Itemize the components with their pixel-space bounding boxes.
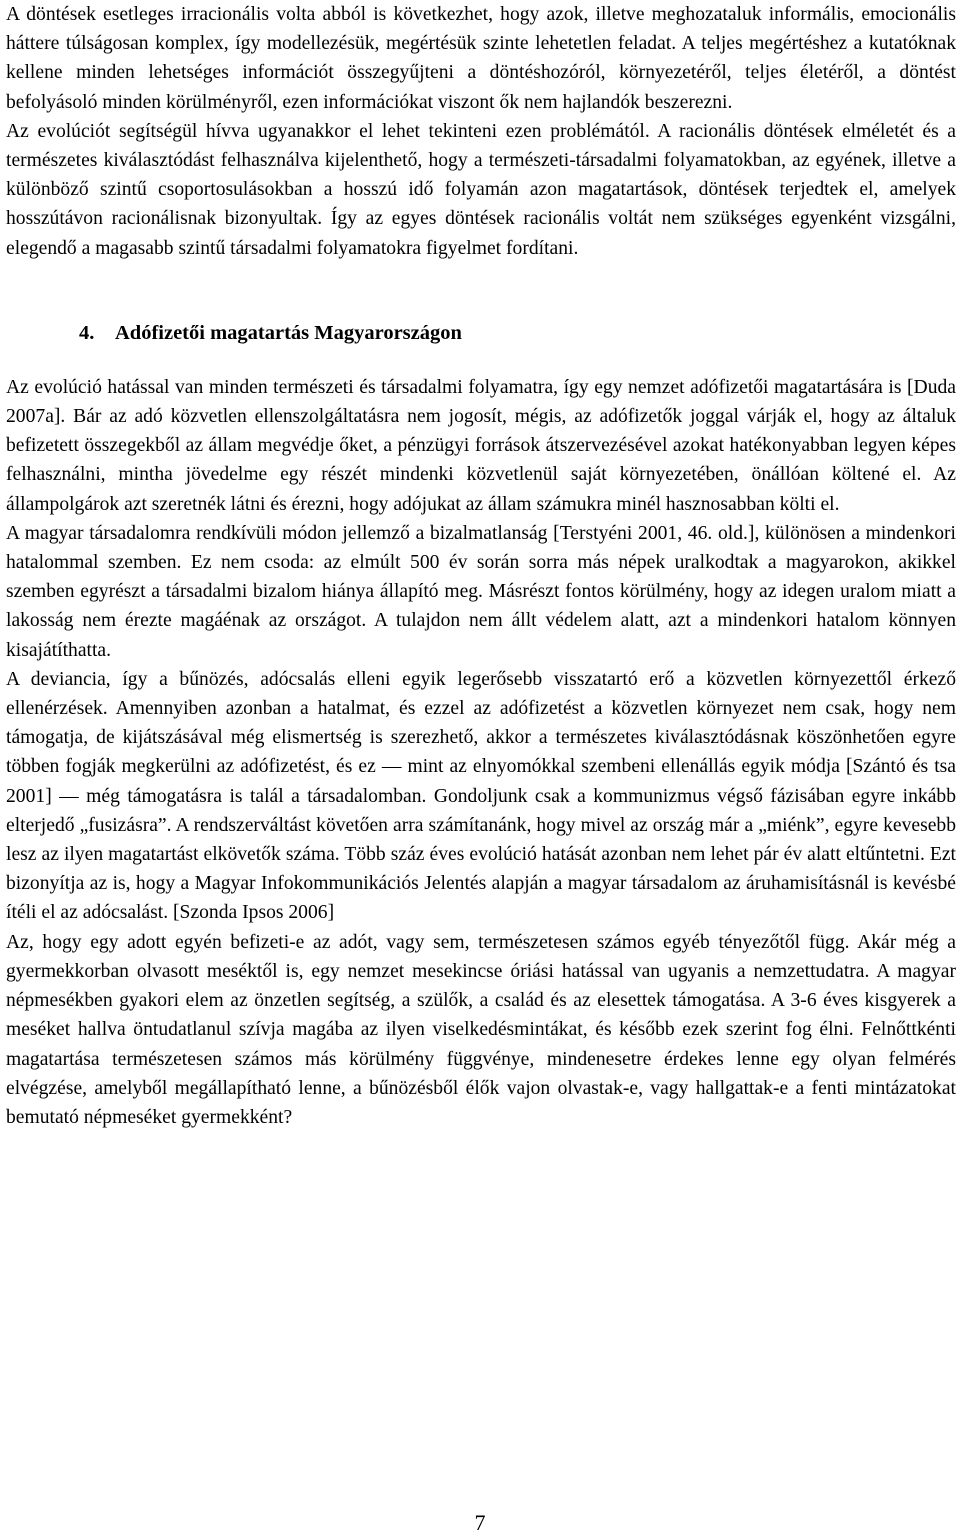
paragraph: A deviancia, így a bűnözés, adócsalás elleni egyik legerősebb visszatartó erő a közvetlen környezettől érkező ellenérzések. Amennyiben azonban a hatalmat, és ezzel az adófizetést a közvetlen környezet nem csak, hogy nem támogatja, de kijátszásával még elismertség is szerezhető, akkor a természetes kiválasztódásnak köszönhetően egyre többen fogják megkerülni az adófizetést, és ez — mint az elnyomókkal szembeni ellenállás egyik módja [Szántó és tsa 2001] — még támogatásra is talál a társadalomban. Gondoljunk csak a kommunizmus végső fázisában egyre inkább elterjedő „fusizásra”. A rendszerváltást követően arra számítanánk, hogy mivel az ország már a „miénk”, egyre kevesebb lesz az ilyen magatartást elkövetők száma. Több száz éves evolúció hatását azonban nem lehet pár év alatt eltűntetni. Ezt bizonyítja az is, hogy a Magyar Infokommunikációs Jelentés alapján a magyar társadalom az áruhamisításnál is kevésbé ítéli el az adócsalást. [Szonda Ipsos 2006]	[6, 668, 956, 924]
paragraph: Az, hogy egy adott egyén befizeti-e az adót, vagy sem, természetesen számos egyéb tényezőtől függ. Akár még a gyermekkorban olvasott meséktől is, egy nemzet mesekincse óriási hatással van ugyanis a nemzettudatra. A magyar népmesékben gyakori elem az önzetlen segítség, a szülők, a család és az elesettek támogatása. A 3-6 éves kisgyerek a meséket hallva öntudatlanul szívja magába az ilyen viselkedésmintákat, és később ezek szerint fog élni. Felnőttkénti magatartása természetesen számos más körülmény függvénye, mindenesetre érdekes lenne egy olyan felmérés elvégzése, amelyből megállapítható lenne, a bűnözésből élők vajon olvastak-e, vagy hallgattak-e a fenti mintázatokat bemutató népmeséket gyermekként?	[6, 931, 956, 1128]
paragraph: Az evolúciót segítségül hívva ugyanakkor el lehet tekinteni ezen problémától. A racionális döntések elméletét és a természetes kiválasztódást felhasználva kijelenthető, hogy a természeti-társadalmi folyamatokban, az egyének, illetve a különböző szintű csoportosulásokban a hosszú idő folyamán azon magatartások, döntések terjedtek el, amelyek hosszútávon racionálisnak bizonyultak. Így az egyes döntések racionális voltát nem szükséges egyenként vizsgálni, elegendő a magasabb szintű társadalmi folyamatokra figyelmet fordítani.	[6, 120, 956, 259]
document-page	[6, 0, 956, 1132]
section-heading	[6, 319, 956, 348]
paragraph: Az evolúció hatással van minden természeti és társadalmi folyamatra, így egy nemzet adófizetői magatartására is [Duda 2007a]. Bár az adó közvetlen ellenszolgáltatásra nem jogosít, mégis, az adófizetők joggal várják el, hogy az általuk befizetett összegekből az állam megvédje őket, a pénzügyi források átszervezésével azokat hatékonyabban legyen képes felhasználni, mintha jövedelme egy részét mindenki közvetlenül saját környezetében, önállóan költené el. Az állampolgárok azt szeretnék látni és érezni, hogy adójukat az állam számukra minél hasznosabban költi el.	[6, 376, 956, 515]
paragraph: A magyar társadalomra rendkívüli módon jellemző a bizalmatlanság [Terstyéni 2001, 46. old.], különösen a mindenkori hatalommal szemben. Ez nem csoda: az elmúlt 500 év során sorra más népek uralkodtak a magyarokon, akikkel szemben egyrészt a társadalmi bizalom hiánya állapító meg. Másrészt fontos körülmény, hogy az idegen uralom miatt a lakosság nem érezte magáénak az országot. A tulajdon nem állt védelem alatt, azt a mindenkori hatalom könnyen kisajátíthatta.	[6, 522, 956, 661]
section-title: Adófizetői magatartás Magyarországon	[115, 321, 462, 344]
section-number: 4.	[79, 321, 95, 344]
page-number: 7	[474, 1510, 486, 1535]
paragraph: A döntések esetleges irracionális volta abból is következhet, hogy azok, illetve meghozataluk informális, emocionális háttere túlságosan komplex, így modellezésük, megértésük szinte lehetetlen feladat. A teljes megértéshez a kutatóknak kellene minden lehetséges információt összegyűjteni a döntéshozóról, környezetéről, teljes életéről, a döntést befolyásoló minden körülményről, ezen információkat viszont ők nem hajlandók beszerezni.	[6, 4, 956, 113]
